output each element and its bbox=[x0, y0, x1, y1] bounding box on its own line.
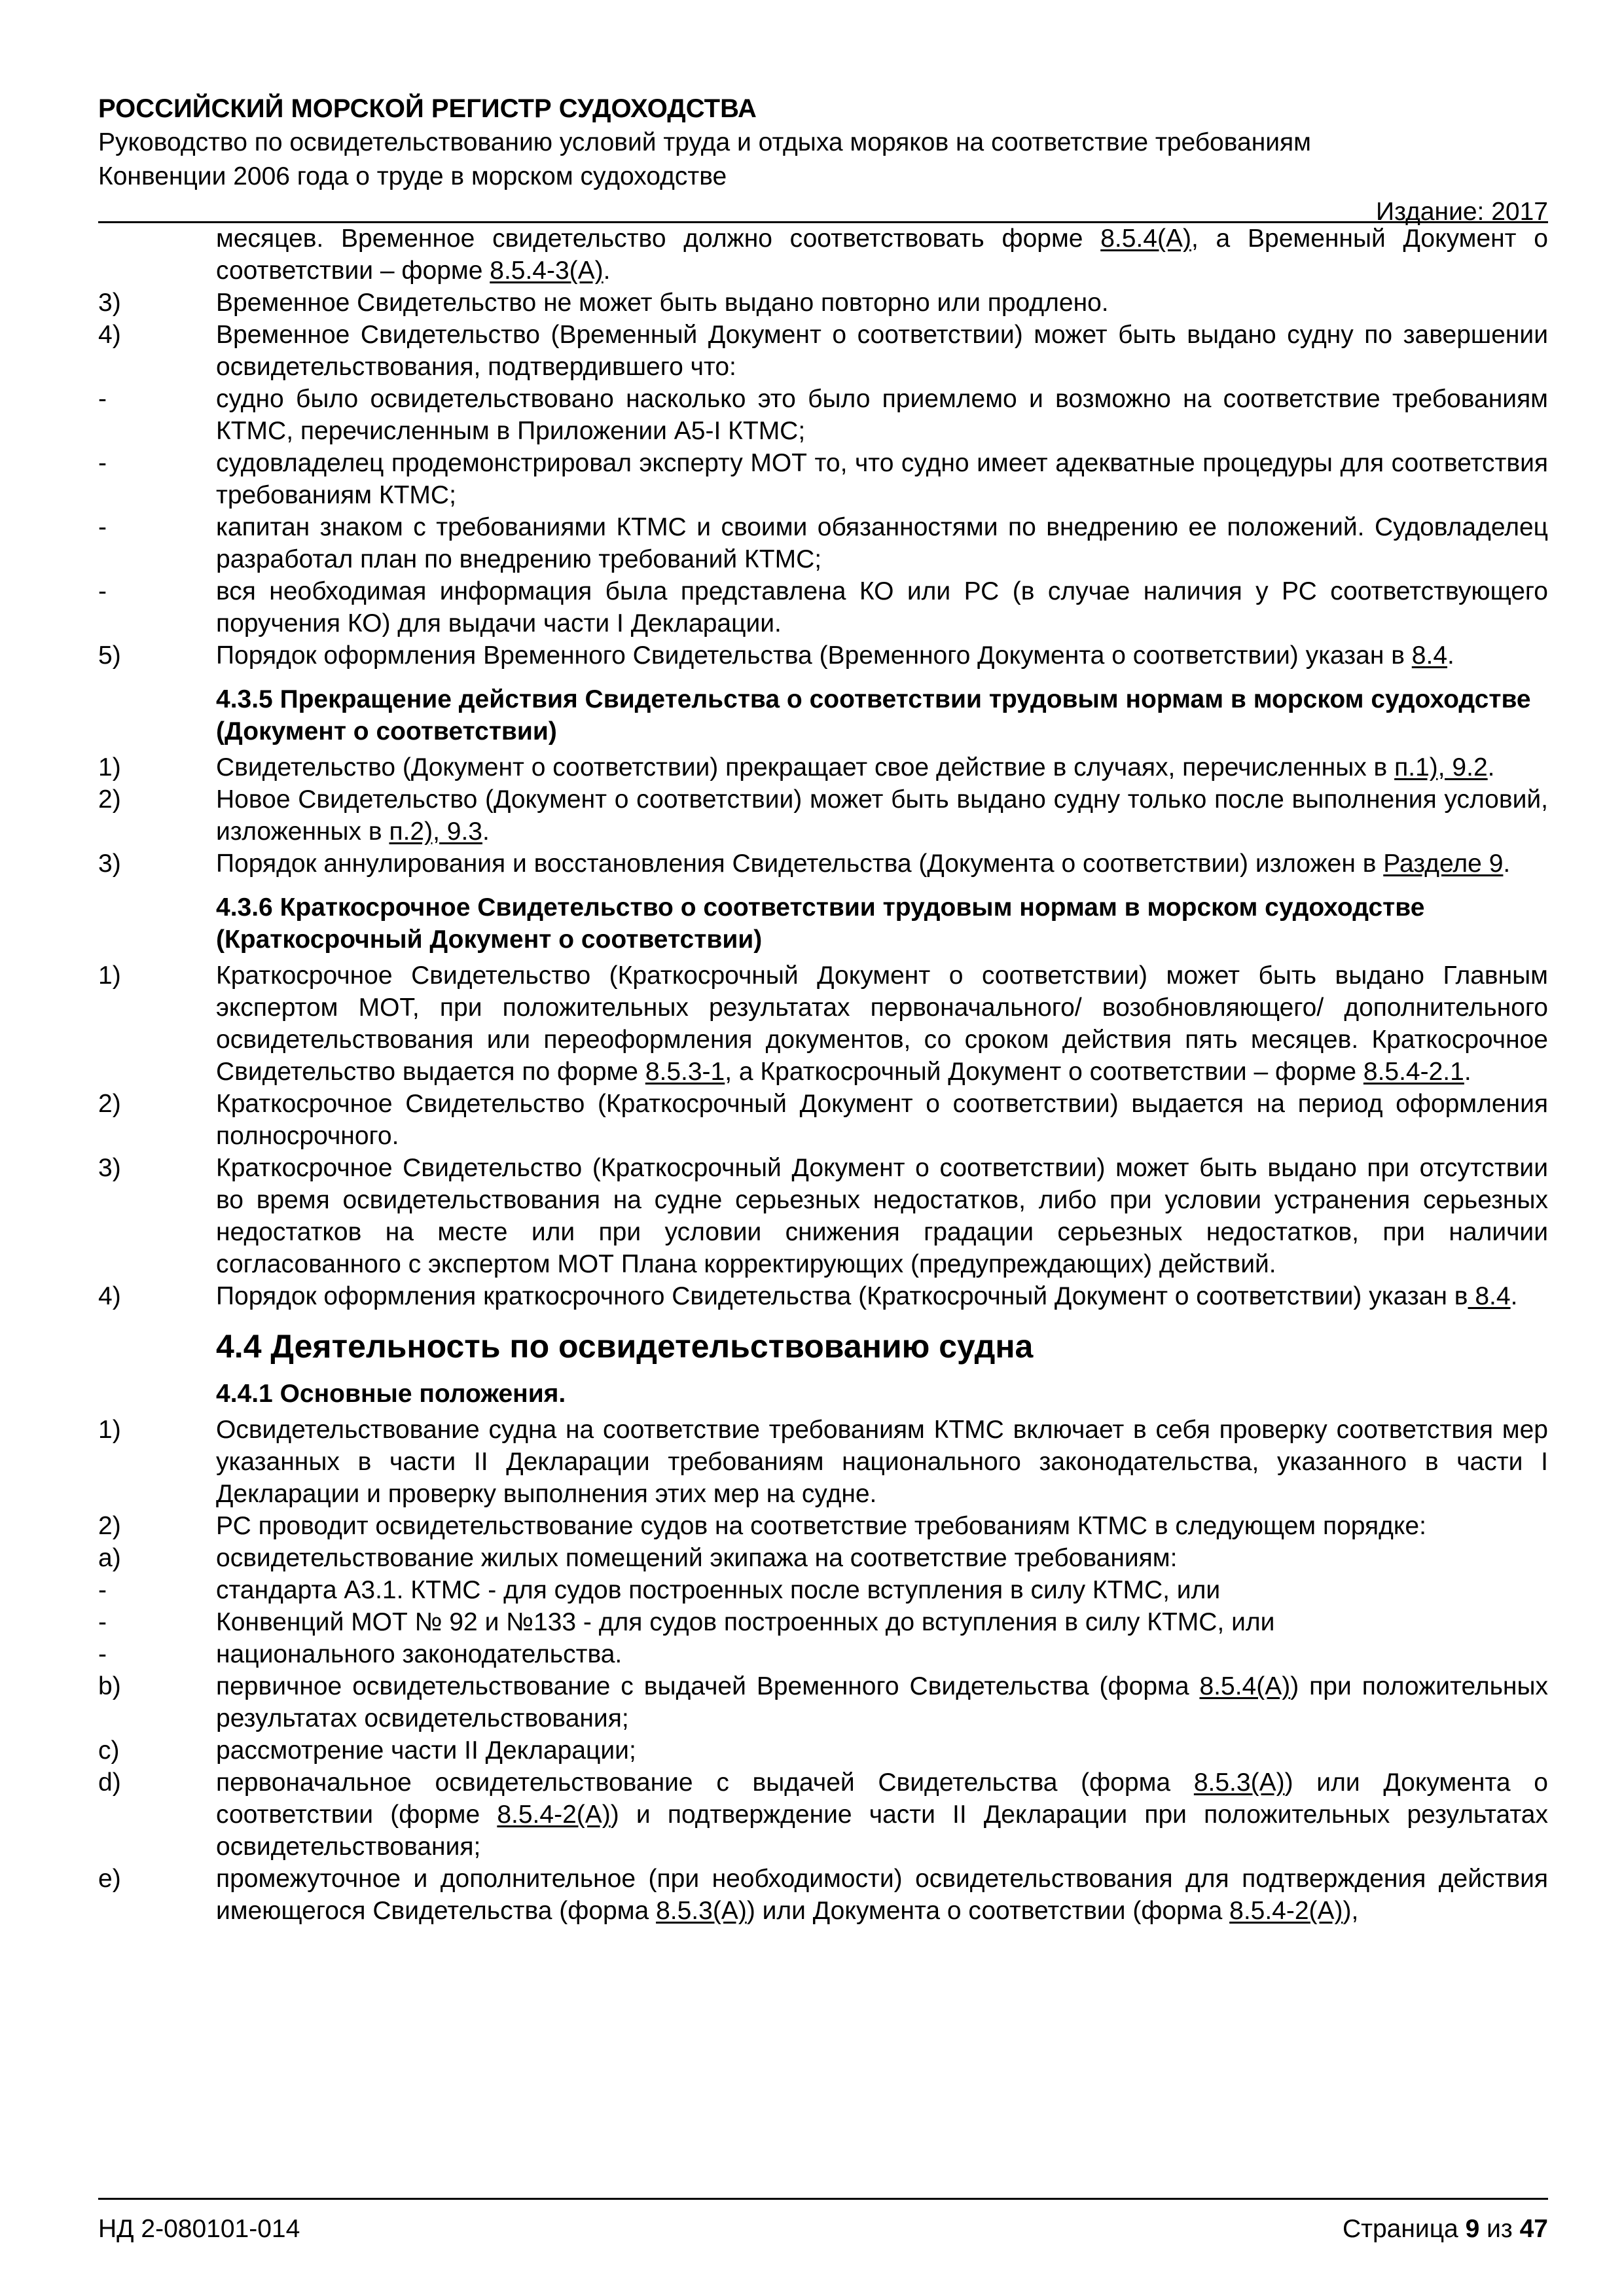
item-marker: c) bbox=[98, 1736, 120, 1765]
item-marker: a) bbox=[98, 1544, 121, 1572]
item-text: вся необходимая информация была представлена КО или РС (в случае наличия у РС соответствующего поручения КО) для выдачи части I Декларации. bbox=[216, 577, 1548, 637]
page-prefix: Страница bbox=[1342, 2215, 1466, 2243]
section-link[interactable]: 8.4 bbox=[1411, 641, 1448, 670]
list-item bbox=[98, 1574, 1548, 1606]
form-link[interactable]: 8.5.3-1 bbox=[645, 1058, 725, 1086]
item-marker: d) bbox=[98, 1768, 121, 1797]
form-link[interactable]: 8.5.4(A) bbox=[1100, 224, 1191, 253]
item-text-part: Порядок оформления краткосрочного Свидетельства (Краткосрочный Документ о соответствии) указан в bbox=[216, 1282, 1468, 1310]
item-text: освидетельствование жилых помещений экипажа на соответствие требованиям: bbox=[216, 1544, 1178, 1572]
item-marker: - bbox=[98, 385, 107, 413]
item-text-part: Порядок оформления Временного Свидетельства (Временного Документа о соответствии) указан в bbox=[216, 641, 1412, 670]
item-text bbox=[216, 639, 1548, 672]
para-text: месяцев. Временное свидетельство должно соответствовать форме bbox=[216, 224, 1101, 253]
item-text-part: , а Краткосрочный Документ о соответствии – форме bbox=[725, 1058, 1363, 1086]
list-item bbox=[98, 1638, 1548, 1670]
section-link[interactable]: п.1), 9.2 bbox=[1394, 753, 1488, 781]
page-footer bbox=[98, 2212, 1548, 2246]
item-text: капитан знаком с требованиями КТМС и своими обязанностями по внедрению ее положений. Судовладелец разработал план по внедрению требований КТМС; bbox=[216, 513, 1548, 573]
form-link[interactable]: 8.5.3(A) bbox=[656, 1897, 747, 1925]
document-title-line2: Конвенции 2006 года о труде в морском судоходстве bbox=[98, 162, 727, 190]
item-text bbox=[216, 848, 1548, 880]
item-marker: 2) bbox=[98, 1090, 121, 1118]
item-marker: - bbox=[98, 449, 107, 477]
item-text: РС проводит освидетельствование судов на соответствие требованиям КТМС в следующем порядке: bbox=[216, 1512, 1426, 1540]
section-heading-4-3-5: 4.3.5 Прекращение действия Свидетельства о соответствии трудовым нормам в морском судоходстве (Документ о соответствии) bbox=[216, 685, 1531, 745]
item-text: рассмотрение части II Декларации; bbox=[216, 1736, 636, 1765]
item-text bbox=[216, 751, 1548, 783]
item-marker: 4) bbox=[98, 1282, 121, 1310]
item-text-part: . bbox=[1447, 641, 1454, 670]
form-link[interactable]: 8.5.4-3(A) bbox=[490, 257, 604, 285]
list-item bbox=[98, 848, 1548, 880]
item-text: стандарта А3.1. КТМС - для судов построенных после вступления в силу КТМС, или bbox=[216, 1576, 1221, 1604]
form-link[interactable]: 8.5.4(A) bbox=[1199, 1672, 1291, 1700]
item-text-part: ), bbox=[1343, 1897, 1359, 1925]
para-text: . bbox=[603, 257, 611, 285]
item-text-part: первоначальное освидетельствование с выдачей Свидетельства (форма bbox=[216, 1768, 1194, 1797]
item-text-part: Порядок аннулирования и восстановления Свидетельства (Документа о соответствии) изложен в bbox=[216, 850, 1384, 878]
list-item bbox=[98, 639, 1548, 672]
page-of: из bbox=[1479, 2215, 1520, 2243]
item-text bbox=[216, 960, 1548, 1088]
list-item bbox=[98, 1863, 1548, 1927]
list-item bbox=[98, 960, 1548, 1088]
section-link[interactable]: Разделе 9 bbox=[1383, 850, 1504, 878]
item-text-part: Новое Свидетельство (Документ о соответствии) может быть выдано судну только после выполнения условий, изложенных в bbox=[216, 785, 1548, 846]
item-marker: 3) bbox=[98, 1154, 121, 1182]
item-text: Краткосрочное Свидетельство (Краткосрочный Документ о соответствии) выдается на период оформления полносрочного. bbox=[216, 1090, 1548, 1150]
item-marker: 3) bbox=[98, 850, 121, 878]
list-item bbox=[98, 1606, 1548, 1638]
list-item bbox=[98, 751, 1548, 783]
item-text: судно было освидетельствовано насколько это было приемлемо и возможно на соответствие требованиям КТМС, перечисленным в Приложении А5-I КТМС; bbox=[216, 385, 1548, 445]
item-text: Временное Свидетельство (Временный Документ о соответствии) может быть выдано судну по завершении освидетельствования, подтвердившего что: bbox=[216, 321, 1548, 381]
item-text-part: . bbox=[1464, 1058, 1471, 1086]
item-text: Временное Свидетельство не может быть выдано повторно или продлено. bbox=[216, 289, 1109, 317]
item-marker: - bbox=[98, 1640, 107, 1668]
form-link[interactable]: 8.5.3(A) bbox=[1193, 1768, 1285, 1797]
list-item bbox=[98, 383, 1548, 447]
list-item bbox=[98, 1670, 1548, 1734]
section-heading-4-4: 4.4 Деятельность по освидетельствованию судна bbox=[216, 1328, 1034, 1365]
list-item bbox=[98, 1542, 1548, 1574]
item-marker: 3) bbox=[98, 289, 121, 317]
item-text-part: . bbox=[1487, 753, 1495, 781]
item-text bbox=[216, 1767, 1548, 1863]
list-item bbox=[98, 1414, 1548, 1510]
list-item bbox=[98, 1767, 1548, 1863]
section-link[interactable]: п.2), 9.3 bbox=[389, 817, 482, 846]
section-link[interactable]: 8.4 bbox=[1468, 1282, 1511, 1310]
organization-name: РОССИЙСКИЙ МОРСКОЙ РЕГИСТР СУДОХОДСТВА bbox=[98, 94, 757, 123]
item-text-part: ) и подтверждение части II Декларации при положительных результатах освидетельствования; bbox=[216, 1801, 1548, 1861]
item-text-part: . bbox=[1510, 1282, 1518, 1310]
page-indicator bbox=[1343, 2212, 1548, 2246]
list-item bbox=[98, 1088, 1548, 1152]
list-item bbox=[98, 287, 1548, 319]
item-marker: 2) bbox=[98, 785, 121, 814]
page-total: 47 bbox=[1519, 2215, 1548, 2243]
para-text: , а Временный Документ о соответствии – форме bbox=[216, 224, 1548, 285]
edition-label: Издание: 2017 bbox=[1376, 198, 1548, 226]
document-title-line1: Руководство по освидетельствованию условий труда и отдыха моряков на соответствие требованиям bbox=[98, 128, 1311, 156]
list-item bbox=[98, 575, 1548, 639]
item-text bbox=[216, 1280, 1548, 1312]
item-text: судовладелец продемонстрировал эксперту МОТ то, что судно имеет адекватные процедуры для соответствия требованиям КТМС; bbox=[216, 449, 1548, 509]
item-marker: 1) bbox=[98, 1416, 121, 1444]
list-item bbox=[98, 1734, 1548, 1767]
list-item bbox=[98, 447, 1548, 511]
item-marker: 4) bbox=[98, 321, 121, 349]
item-text: Конвенций МОТ № 92 и №133 - для судов построенных до вступления в силу КТМС, или bbox=[216, 1608, 1275, 1636]
item-marker: - bbox=[98, 577, 107, 605]
item-text bbox=[216, 1863, 1548, 1927]
item-text-part: ) или Документа о соответствии (форме bbox=[216, 1768, 1548, 1829]
item-marker: 1) bbox=[98, 753, 121, 781]
item-marker: e) bbox=[98, 1865, 121, 1893]
list-item bbox=[98, 1510, 1548, 1542]
item-text: Освидетельствование судна на соответствие требованиям КТМС включает в себя проверку соответствия мер указанных в части II Декларации требованиям национального законодательства, указанного в части I Декларации и проверку выполнения этих мер на судне. bbox=[216, 1416, 1548, 1508]
page-body bbox=[98, 223, 1548, 1927]
list-item bbox=[98, 511, 1548, 575]
list-item bbox=[98, 1280, 1548, 1312]
list-item bbox=[98, 319, 1548, 383]
item-text-part: . bbox=[1503, 850, 1511, 878]
page-number: 9 bbox=[1465, 2215, 1480, 2243]
item-marker: - bbox=[98, 1608, 107, 1636]
item-marker: 5) bbox=[98, 641, 121, 670]
document-number: НД 2-080101-014 bbox=[98, 2215, 300, 2243]
item-text: Краткосрочное Свидетельство (Краткосрочный Документ о соответствии) может быть выдано при отсутствии во время освидетельствования на судне серьезных недостатков, либо при условии устранения серьезных недостатков на месте или при условии снижения градации серьезных недостатков, при наличии согласованного с экспертом МОТ Плана корректирующих (предупреждающих) действий. bbox=[216, 1154, 1548, 1278]
list-item bbox=[98, 783, 1548, 848]
list-item bbox=[98, 1152, 1548, 1280]
item-marker: 1) bbox=[98, 961, 121, 990]
item-text bbox=[216, 1670, 1548, 1734]
form-link[interactable]: 8.5.4-2(A) bbox=[497, 1801, 611, 1829]
item-marker: - bbox=[98, 513, 107, 541]
item-text-part: Свидетельство (Документ о соответствии) прекращает свое действие в случаях, перечисленных в bbox=[216, 753, 1395, 781]
item-text-part: . bbox=[482, 817, 490, 846]
item-text-part: промежуточное и дополнительное (при необходимости) освидетельствования для подтверждения действия имеющегося Свидетельства (форма bbox=[216, 1865, 1548, 1925]
form-link[interactable]: 8.5.4-2(A) bbox=[1229, 1897, 1343, 1925]
continued-paragraph bbox=[98, 223, 1548, 287]
item-marker: 2) bbox=[98, 1512, 121, 1540]
footer-divider bbox=[98, 2198, 1548, 2200]
form-link[interactable]: 8.5.4-2.1 bbox=[1363, 1058, 1464, 1086]
item-marker: b) bbox=[98, 1672, 121, 1700]
section-heading-4-3-6: 4.3.6 Краткосрочное Свидетельство о соответствии трудовым нормам в морском судоходстве (Краткосрочный Документ о соответствии) bbox=[216, 893, 1425, 954]
item-text bbox=[216, 783, 1548, 848]
section-heading-4-4-1: 4.4.1 Основные положения. bbox=[216, 1380, 566, 1408]
item-text-part: Краткосрочное Свидетельство (Краткосрочный Документ о соответствии) может быть выдано Главным экспертом МОТ, при положительных результатах первоначального/ возобновляющего/ дополнительного освидетельствования или переоформления документов, со сроком действия пять месяцев. Краткосрочное Свидетельство выдается по форме bbox=[216, 961, 1548, 1086]
item-text-part: первичное освидетельствование с выдачей Временного Свидетельства (форма bbox=[216, 1672, 1200, 1700]
item-text-part: ) при положительных результатах освидетельствования; bbox=[216, 1672, 1548, 1732]
item-text-part: ) или Документа о соответствии (форма bbox=[746, 1897, 1230, 1925]
page-header bbox=[98, 92, 1548, 229]
item-text: национального законодательства. bbox=[216, 1640, 623, 1668]
item-marker: - bbox=[98, 1576, 107, 1604]
